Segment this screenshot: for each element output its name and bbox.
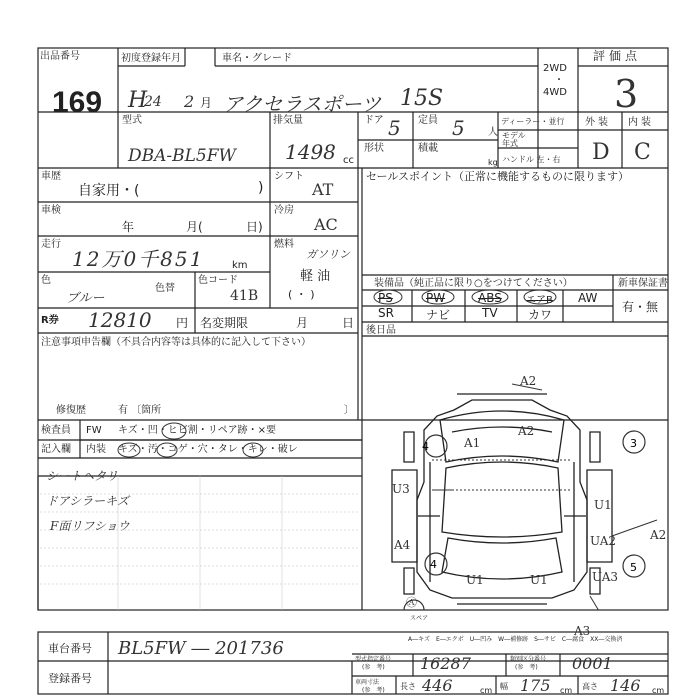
memo-label: 記入欄	[41, 444, 71, 455]
fuel-gasoline: ガソリン	[306, 248, 350, 261]
lot-number-label: 出品番号	[40, 51, 80, 62]
inspection-day: 日)	[246, 220, 263, 234]
displacement-value: 1498	[285, 140, 336, 164]
interior-grade: C	[634, 140, 651, 165]
dealer-parallel-label: ディーラー・並行	[501, 117, 565, 126]
color-label: 色	[41, 275, 51, 286]
inspector-note-2: ドアシラーキズ	[46, 494, 129, 508]
deadline-day: 日	[342, 316, 355, 330]
capacity-unit: 人	[488, 127, 498, 138]
model-code-sub: (参 考)	[362, 664, 385, 671]
inspector-note-3: F面リフショウ	[50, 519, 130, 533]
recycle-label: R券	[41, 315, 59, 326]
panel-mark-5: 5	[630, 561, 637, 574]
overall-score: 3	[614, 72, 639, 116]
spare-tire-label: スペア	[410, 615, 429, 622]
registration-era: H	[128, 88, 148, 113]
height-label: 高さ	[582, 682, 598, 691]
fuel-diesel: 軽 油	[300, 269, 331, 284]
chassis-number-label: 車台番号	[48, 642, 92, 655]
height-value: 146	[610, 676, 641, 695]
score-label: 評価点	[593, 49, 642, 63]
recycle-unit: 円	[176, 316, 189, 330]
equipment-aw: AW	[578, 291, 598, 305]
mileage-label: 走行	[41, 239, 61, 250]
registration-date-label: 初度登録年月	[121, 53, 181, 64]
shift-label: シフト	[274, 171, 304, 182]
registration-month-unit: 月	[200, 96, 213, 110]
load-label: 積載	[418, 143, 438, 154]
color-value: ブルー	[66, 291, 105, 306]
registration-number-label: 登録番号	[48, 672, 92, 685]
chassis-number: BL5FW ― 201736	[118, 638, 284, 659]
door-label: ドア	[364, 115, 384, 126]
damage-a2-hood: A2	[518, 424, 535, 438]
color-code-label: 色コード	[198, 275, 238, 286]
equipment-pw: PW	[426, 291, 446, 305]
equipment-title: 装備品（純正品に限り○をつけてください）	[374, 278, 573, 289]
post-delivery-label: 後日品	[366, 325, 396, 336]
warranty-value: 有・無	[622, 300, 659, 314]
capacity-value: 5	[452, 116, 465, 140]
damage-a2-top: A2	[520, 374, 537, 388]
name-change-deadline-label: 名変期限	[200, 316, 249, 330]
class-code-value: 0001	[572, 654, 613, 673]
equipment-abs: ABS	[478, 291, 502, 305]
registration-month: 2	[184, 92, 195, 111]
damage-a1: A1	[464, 436, 481, 450]
mileage-unit: km	[232, 260, 248, 271]
model-name-label: 車名・グレード	[222, 53, 292, 64]
inspection-month: 月(	[186, 220, 203, 234]
model-code-label: 型式指定番号	[355, 656, 392, 663]
damage-u1-rear: U1	[530, 573, 548, 587]
equipment-sr: SR	[378, 306, 394, 320]
length-unit: cm	[480, 686, 493, 695]
ac-value: AC	[314, 215, 338, 234]
damage-a4: A4	[394, 538, 411, 552]
model-type-label: 型式	[122, 115, 142, 126]
equipment-circles	[362, 288, 622, 306]
damage-a2-side: A2	[650, 528, 667, 542]
mileage-value: 12万0千851	[72, 247, 205, 271]
damage-u1-rear-left: U1	[466, 573, 484, 587]
repair-history-close: 〕	[344, 405, 354, 416]
model-year-label-2: 年式	[502, 139, 518, 148]
capacity-label: 定員	[418, 115, 438, 126]
damage-u1-right: U1	[594, 498, 612, 512]
shift-value: AT	[312, 180, 334, 199]
inspection-year: 年	[122, 220, 135, 234]
load-unit: kg	[488, 158, 498, 167]
inspector-interior-items: キズ・汚・コゲ・穴・タレ・キレ・破レ	[118, 444, 298, 455]
notes-title: 注意事項申告欄（不具合内容等は具体的に記入して下さい）	[41, 337, 311, 348]
inspector-label: 検査員	[41, 425, 71, 436]
damage-u3: U3	[392, 482, 410, 496]
lot-number: 169	[52, 86, 103, 119]
damage-a3: A3	[574, 624, 591, 638]
damage-legend: A―キズ E―エクボ U―凹み W―補修跡 S―サビ C―腐食 XX―交換済	[408, 636, 623, 643]
repair-history-label: 修復歴	[56, 405, 86, 416]
model-code-value: 16287	[420, 654, 471, 673]
inspector-note-1: シートヘタリ	[46, 469, 119, 483]
body-shape-label: 形状	[364, 143, 384, 154]
panel-mark-3: 3	[630, 437, 637, 450]
fuel-other: ( ・ )	[288, 288, 315, 301]
damage-ua2: UA2	[590, 534, 617, 548]
recycle-value: 12810	[88, 308, 152, 332]
equipment-navi: ナビ	[426, 308, 451, 322]
inspector-marks	[110, 420, 360, 458]
registration-year: 24	[144, 94, 162, 110]
exterior-grade: D	[592, 140, 610, 165]
drive-2wd: 2WD	[543, 63, 567, 74]
drive-4wd: 4WD	[543, 87, 567, 98]
length-label: 長さ	[400, 682, 416, 691]
color-code-value: 41B	[230, 288, 259, 304]
class-code-label: 類別区分番号	[510, 656, 547, 663]
inspection-label: 車検	[41, 205, 61, 216]
width-label: 幅	[500, 682, 508, 691]
class-code-sub: (参 考)	[515, 664, 538, 671]
inspector-fw: FW	[86, 425, 102, 436]
warranty-label: 新車保証書	[618, 278, 668, 289]
steering-label: ハンドル 左・右	[502, 155, 561, 164]
inspector-interior: 内装	[86, 444, 106, 455]
length-value: 446	[422, 676, 453, 695]
interior-label: 内装	[628, 117, 654, 128]
history-label: 車歴	[41, 171, 61, 182]
exterior-label: 外装	[585, 117, 611, 128]
equipment-leather: カワ	[528, 308, 553, 322]
dimensions-sub: (参 考)	[362, 687, 385, 694]
ac-label: 冷房	[274, 205, 294, 216]
deadline-month: 月	[296, 316, 309, 330]
sales-point-title: セールスポイント（正常に機能するものに限ります）	[366, 170, 630, 183]
equipment-tv: TV	[482, 306, 498, 320]
door-count: 5	[388, 116, 401, 140]
damage-ua3: UA3	[592, 570, 619, 584]
drive-separator: ・	[554, 75, 564, 86]
color-change-label: 色替	[155, 283, 175, 294]
panel-mark-4b: 4	[430, 558, 437, 571]
height-unit: cm	[652, 686, 665, 695]
displacement-unit: cc	[343, 155, 354, 166]
model-type-value: DBA-BL5FW	[128, 146, 237, 166]
panel-mark-4a: 4	[422, 440, 429, 453]
repair-history-value: 有 〔箇所	[118, 405, 162, 416]
fuel-label: 燃料	[274, 239, 294, 250]
equipment-ps: PS	[378, 291, 393, 305]
inspector-fw-items: キズ・凹・ヒビ割・リペア跡・×要	[118, 425, 276, 436]
displacement-label: 排気量	[273, 115, 303, 126]
grade: 15S	[400, 86, 444, 111]
history-close: )	[258, 180, 264, 196]
dimensions-label: 車両寸法	[355, 679, 380, 686]
equipment-airbag: エアB	[526, 295, 553, 306]
width-value: 175	[520, 676, 551, 695]
model-name: アクセラスポーツ	[223, 92, 381, 116]
spare-tire-mark: Ⓐ	[406, 596, 417, 609]
model-year-label-1: モデル	[502, 131, 526, 140]
width-unit: cm	[560, 686, 573, 695]
history-value: 自家用・(	[78, 183, 140, 199]
